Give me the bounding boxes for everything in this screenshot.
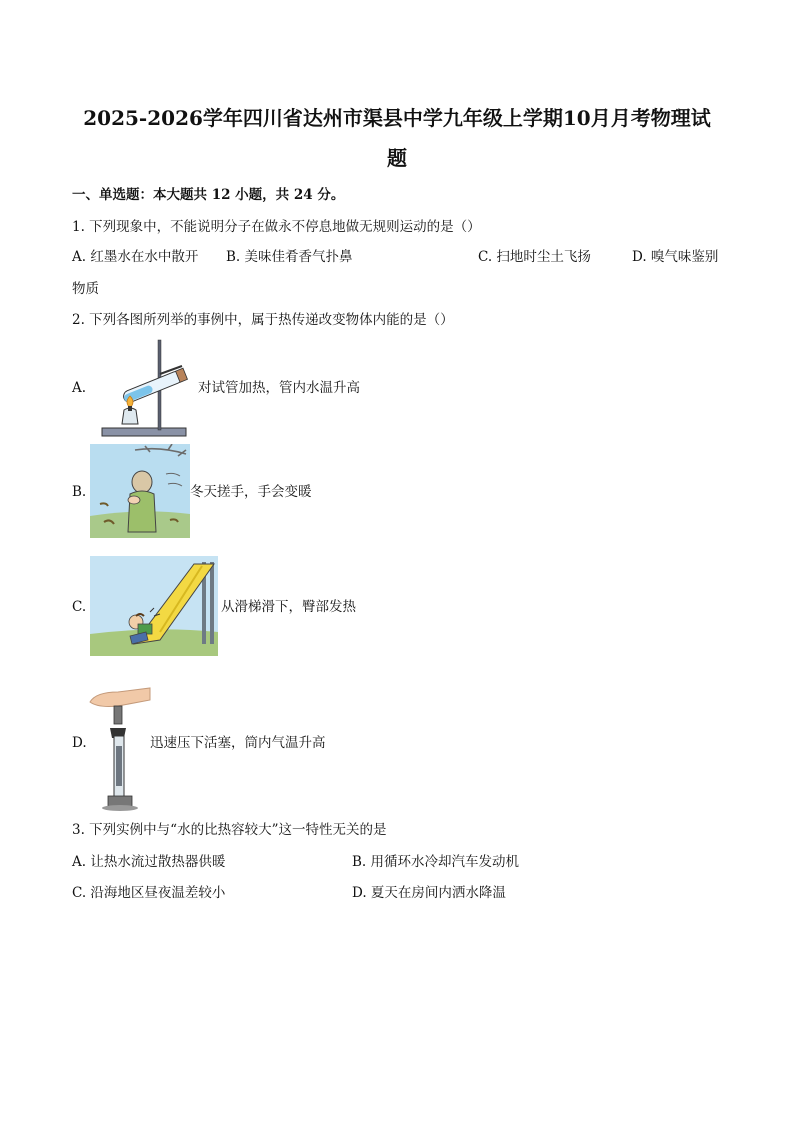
q2-stem: 2. 下列各图所列举的事例中，属于热传递改变物体内能的是（） <box>72 312 454 328</box>
q2-option-b-text: 冬天搓手，手会变暖 <box>190 484 312 500</box>
q2-option-d-text: 迅速压下活塞，筒内气温升高 <box>150 735 326 751</box>
q1-option-b: B. 美味佳肴香气扑鼻 <box>226 249 353 265</box>
q1-option-d: D. 嗅气味鉴别 <box>632 249 719 265</box>
q2-option-a-text: 对试管加热，管内水温升高 <box>198 380 360 396</box>
q3-option-d: D. 夏天在房间内洒水降温 <box>352 885 506 901</box>
q1-option-d-continuation: 物质 <box>72 281 99 297</box>
section-heading: 一、单选题：本大题共 12 小题，共 24 分。 <box>72 187 345 203</box>
test-tube-heating-figure <box>100 336 190 438</box>
q2-option-a-letter: A. <box>72 380 87 396</box>
q2-option-d-letter: D. <box>72 735 87 751</box>
q3-option-b: B. 用循环水冷却汽车发动机 <box>352 854 520 870</box>
exam-title-line1: 2025-2026学年四川省达州市渠县中学九年级上学期10月月考物理试 <box>83 106 711 130</box>
q3-stem: 3. 下列实例中与“水的比热容较大”这一特性无关的是 <box>72 822 387 838</box>
piston-cylinder-figure <box>88 672 152 812</box>
q1-option-a: A. 红墨水在水中散开 <box>72 249 199 265</box>
q1-stem: 1. 下列现象中，不能说明分子在做永不停息地做无规则运动的是（） <box>72 219 481 235</box>
q1-option-c: C. 扫地时尘土飞扬 <box>478 249 591 265</box>
slide-figure <box>90 556 218 656</box>
q3-option-c: C. 沿海地区昼夜温差较小 <box>72 885 226 901</box>
q2-option-c-text: 从滑梯滑下，臀部发热 <box>221 599 356 615</box>
q2-option-c-letter: C. <box>72 599 87 615</box>
q2-option-b-letter: B. <box>72 484 87 500</box>
exam-title-line2: 题 <box>387 146 407 170</box>
q3-option-a: A. 让热水流过散热器供暖 <box>72 854 226 870</box>
winter-hand-rubbing-figure <box>90 444 190 538</box>
